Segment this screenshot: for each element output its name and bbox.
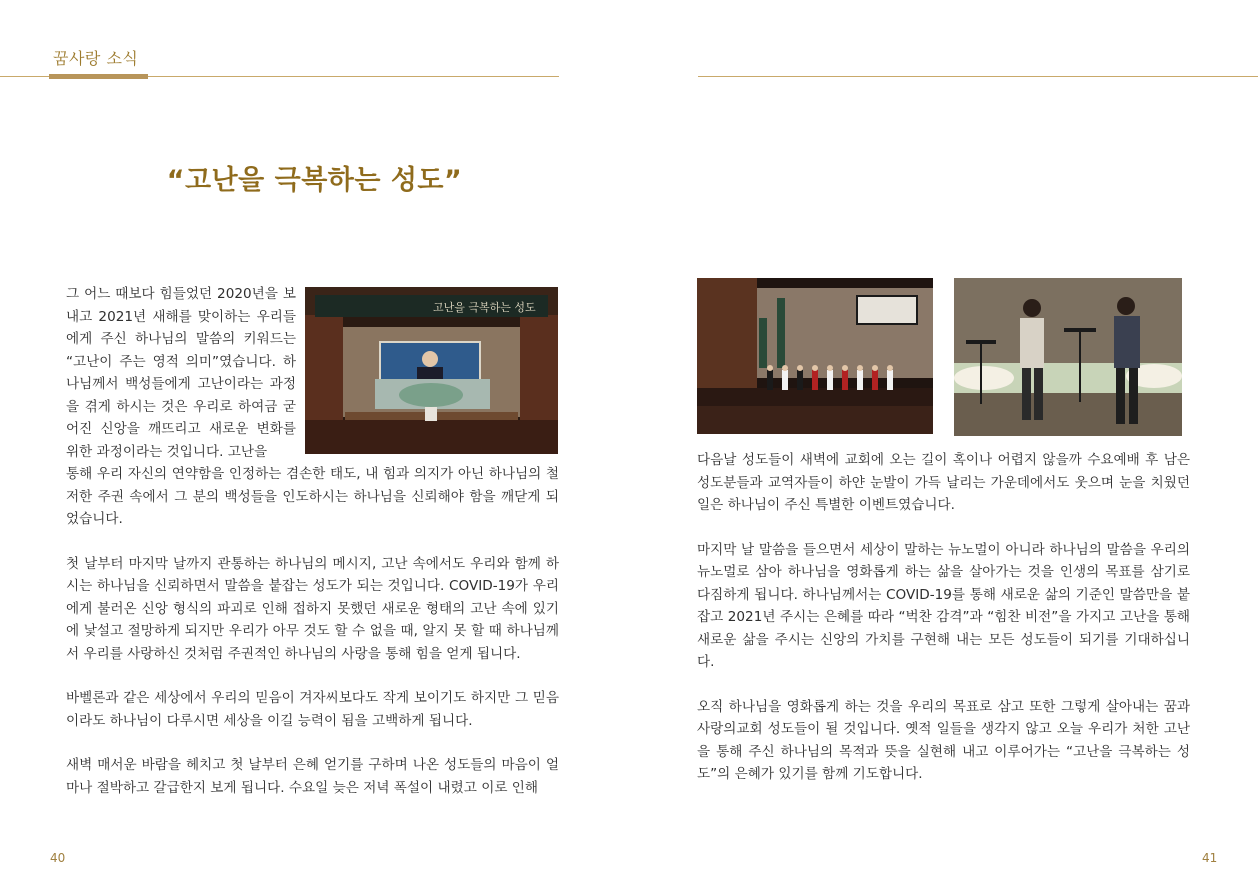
page-number-left: 40 (50, 851, 66, 865)
left-body (66, 463, 559, 821)
right-body (697, 449, 1190, 808)
right-paragraph-1: 다음날 성도들이 새벽에 교회에 오는 길이 혹이나 어렵지 않을까 수요예배 후 남은 성도분들과 교역자들이 하얀 눈발이 가득 날리는 가운데에서도 웃으며 눈을 치웠던 일은 하나님이 주신 특별한 이벤트였습니다. (697, 452, 1190, 513)
choir-stage-illustration (697, 278, 933, 434)
photo-banner-text: 고난을 극복하는 성도 (433, 301, 536, 314)
presenters-illustration (954, 278, 1182, 436)
page-number-right: 41 (1202, 851, 1218, 865)
left-paragraph-3: 바벨론과 같은 세상에서 우리의 믿음이 겨자씨보다도 작게 보이기도 하지만 그 믿음이라도 하나님이 다루시면 세상을 이길 능력이 됨을 고백하게 됩니다. (66, 690, 559, 729)
section-title: 꿈사랑 소식 (53, 49, 139, 68)
right-paragraph-3: 오직 하나님을 영화롭게 하는 것을 우리의 목표로 삼고 또한 그렇게 살아내는 꿈과 사랑의교회 성도들이 될 것입니다. 옛적 일들을 생각지 않고 오늘 우리가 처한 고난을 통해 주신 하나님의 목적과 뜻을 실현해 내고 이루어가는 “고난을 극복하는 성도”의 은혜가 있기를 함께 기도합니다. (697, 698, 1190, 782)
header-accent-bar (49, 74, 148, 79)
left-paragraph-2: 첫 날부터 마지막 날까지 관통하는 하나님의 메시지, 고난 속에서도 우리와 함께 하시는 하나님을 신뢰하면서 말씀을 붙잡는 성도가 되는 것입니다. COVID-19가 우리에게 불러온 신앙 형식의 파괴로 인해 접하지 못했던 새로운 형태의 고난 속에 있기에 낯설고 절망하게 되지만 우리가 아무 것도 할 수 없을 때, 알지 못 할 때 하나님께서 우리를 사랑하신 것처럼 주권적인 하나님의 사랑을 통해 힘을 얻게 됩니다. (66, 555, 559, 662)
right-page (629, 0, 1258, 892)
right-paragraph-2: 마지막 날 말씀을 들으면서 세상이 말하는 뉴노멀이 아니라 하나님의 말씀을 우리의 뉴노멀로 삼아 하나님을 영화롭게 하는 삶을 살아가는 것을 인생의 목표를 삼기로 다짐하게 됩니다. 하나님께서는 COVID-19를 통해 새로운 삶의 기준인 말씀만을 붙잡고 2021년 주시는 은혜를 따라 “벅찬 감격”과 “힘찬 비전”을 가지고 고난을 통해 새로운 삶을 주시는 신앙의 가치를 구현해 내는 모든 성도들이 되기를 기대하십니다. (697, 541, 1190, 670)
left-paragraph-4: 새벽 매서운 바람을 헤치고 첫 날부터 은혜 얻기를 구하며 나온 성도들의 마음이 얼마나 절박하고 갈급한지 보게 됩니다. 수요일 늦은 저녁 폭설이 내렸고 이로 인해 (66, 757, 559, 796)
article-headline: “고난을 극복하는 성도” (166, 165, 463, 196)
worship-stage-photo (305, 287, 558, 454)
intro-text: 그 어느 때보다 힘들었던 2020년을 보내고 2021년 새해를 맞이하는 우리들에게 주신 하나님의 말씀의 키워드는 “고난이 주는 영적 의미”였습니다. 하나님께서 백성들에게 고난이라는 과정을 겪게 하시는 것은 우리로 하여금 굳어진 신앙을 깨뜨리고 새로운 변화를 위한 과정이라는 것입니다. 고난을 (66, 286, 296, 460)
header-rule-right (698, 76, 1258, 77)
left-paragraph-1: 통해 우리 자신의 연약함을 인정하는 겸손한 태도, 내 힘과 의지가 아닌 하나님의 철저한 주권 속에서 그 분의 백성들을 인도하시는 하나님을 신뢰해야 함을 깨닫게 되었습니다. (66, 466, 559, 527)
choir-stage-photo (697, 278, 933, 434)
presenters-photo (954, 278, 1182, 436)
